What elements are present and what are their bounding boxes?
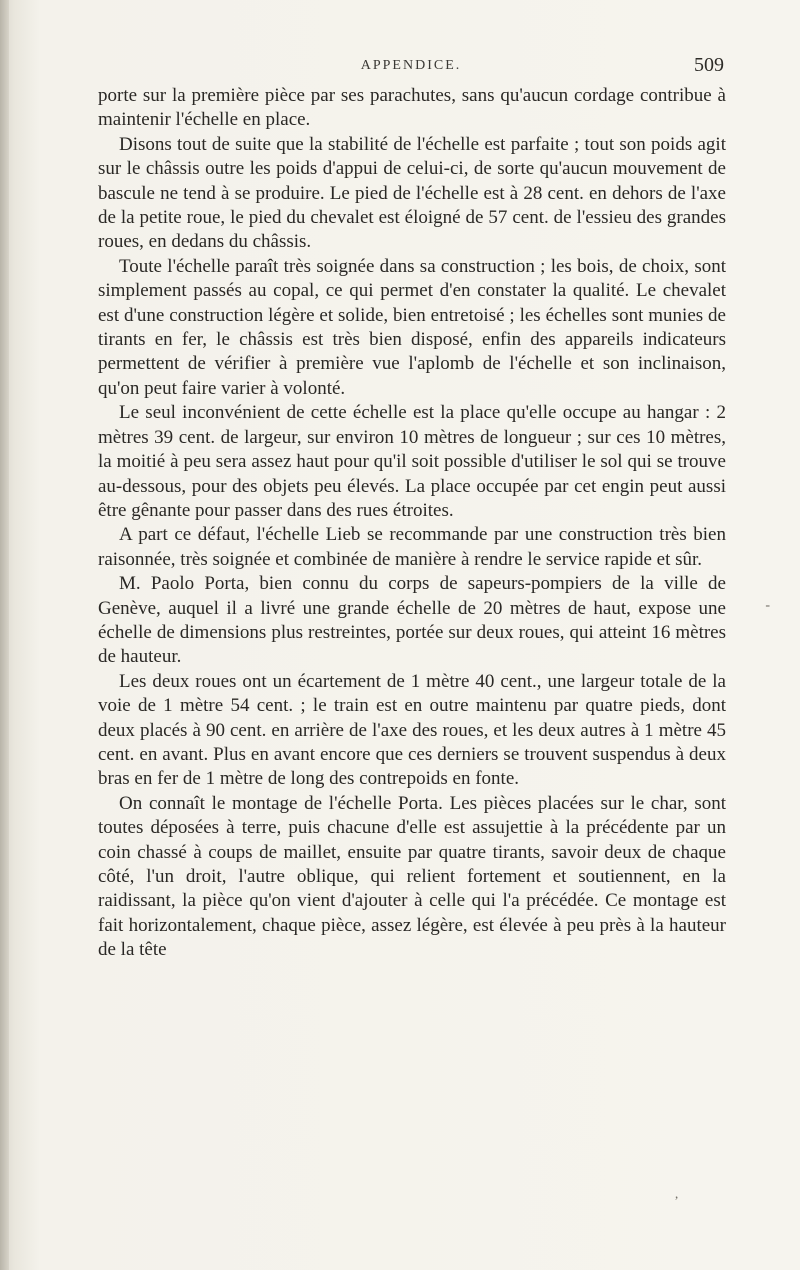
- paragraph: A part ce défaut, l'échelle Lieb se recommande par une construction très bien raisonnée, très soignée et combinée de manière à rendre le service rapide et sûr.: [98, 524, 726, 570]
- bottom-mark: ,: [675, 1186, 679, 1201]
- paragraph: porte sur la première pièce par ses parachutes, sans qu'aucun cordage contribue à maintenir l'échelle en place.: [98, 85, 726, 131]
- paragraph: Toute l'échelle paraît très soignée dans sa construction ; les bois, de choix, sont simplement passés au copal, ce qui permet d'en constater la qualité. Le chevalet est d'une construction légère et solide, bien entretoisé ; les échelles sont munies de tirants en fer, le châssis est très bien disposé, enfin des appareils indicateurs permettent de vérifier à première vue l'aplomb de l'échelle et son inclinaison, qu'on peut faire varier à volonté.: [98, 255, 726, 399]
- body-text: [98, 84, 726, 963]
- paragraph: On connaît le montage de l'échelle Porta. Les pièces placées sur le char, sont toutes déposées à terre, puis chacune d'elle est assujettie à la précédente par un coin chassé à coups de maillet, ensuite par quatre tirants, savoir deux de chaque côté, l'un droit, l'autre oblique, qui relient fortement et soutiennent, en la raidissant, la pièce qu'on vient d'ajouter à celle qui l'a précédée. Ce montage est fait horizontalement, chaque pièce, assez légère, est élevée à peu près à la hauteur de la tête: [98, 792, 726, 961]
- paragraph: Le seul inconvénient de cette échelle est la place qu'elle occupe au hangar : 2 mètres 39 cent. de largeur, sur environ 10 mètres de longueur ; sur ces 10 mètres, la moitié à peu sera assez haut pour qu'il soit possible d'utiliser le sol qui se trouve au-dessous, pour des objets peu élevés. La place occupée par cet engin peut aussi être gênante pour passer dans des rues étroites.: [98, 402, 726, 521]
- page-spine-shadow: [0, 0, 9, 1270]
- paragraph: Les deux roues ont un écartement de 1 mètre 40 cent., une largeur totale de la voie de 1 mètre 54 cent. ; le train est en outre maintenu par quatre pieds, dont deux placés à 90 cent. en arrière de l'axe des roues, et les deux autres à 1 mètre 45 cent. en avant. Plus en avant encore que ces derniers se trouvent suspendus à deux bras en fer de 1 mètre de long des contrepoids en fonte.: [98, 670, 726, 790]
- page-number: 509: [694, 54, 724, 76]
- running-title: APPENDICE.: [360, 58, 462, 73]
- margin-mark: -: [765, 598, 770, 613]
- paragraph: M. Paolo Porta, bien connu du corps de sapeurs-pompiers de la ville de Genève, auquel il a livré une grande échelle de 20 mètres de haut, expose une échelle de dimensions plus restreintes, portée sur deux roues, qui atteint 16 mètres de hauteur.: [98, 573, 726, 668]
- paragraph: Disons tout de suite que la stabilité de l'échelle est parfaite ; tout son poids agit sur le châssis outre les poids d'appui de celui-ci, de sorte qu'aucun mouvement de bascule ne tend à se produire. Le pied de l'échelle est à 28 cent. en dehors de l'axe de la petite roue, le pied du chevalet est éloigné de 57 cent. de l'essieu des grandes roues, en dedans du châssis.: [98, 133, 726, 253]
